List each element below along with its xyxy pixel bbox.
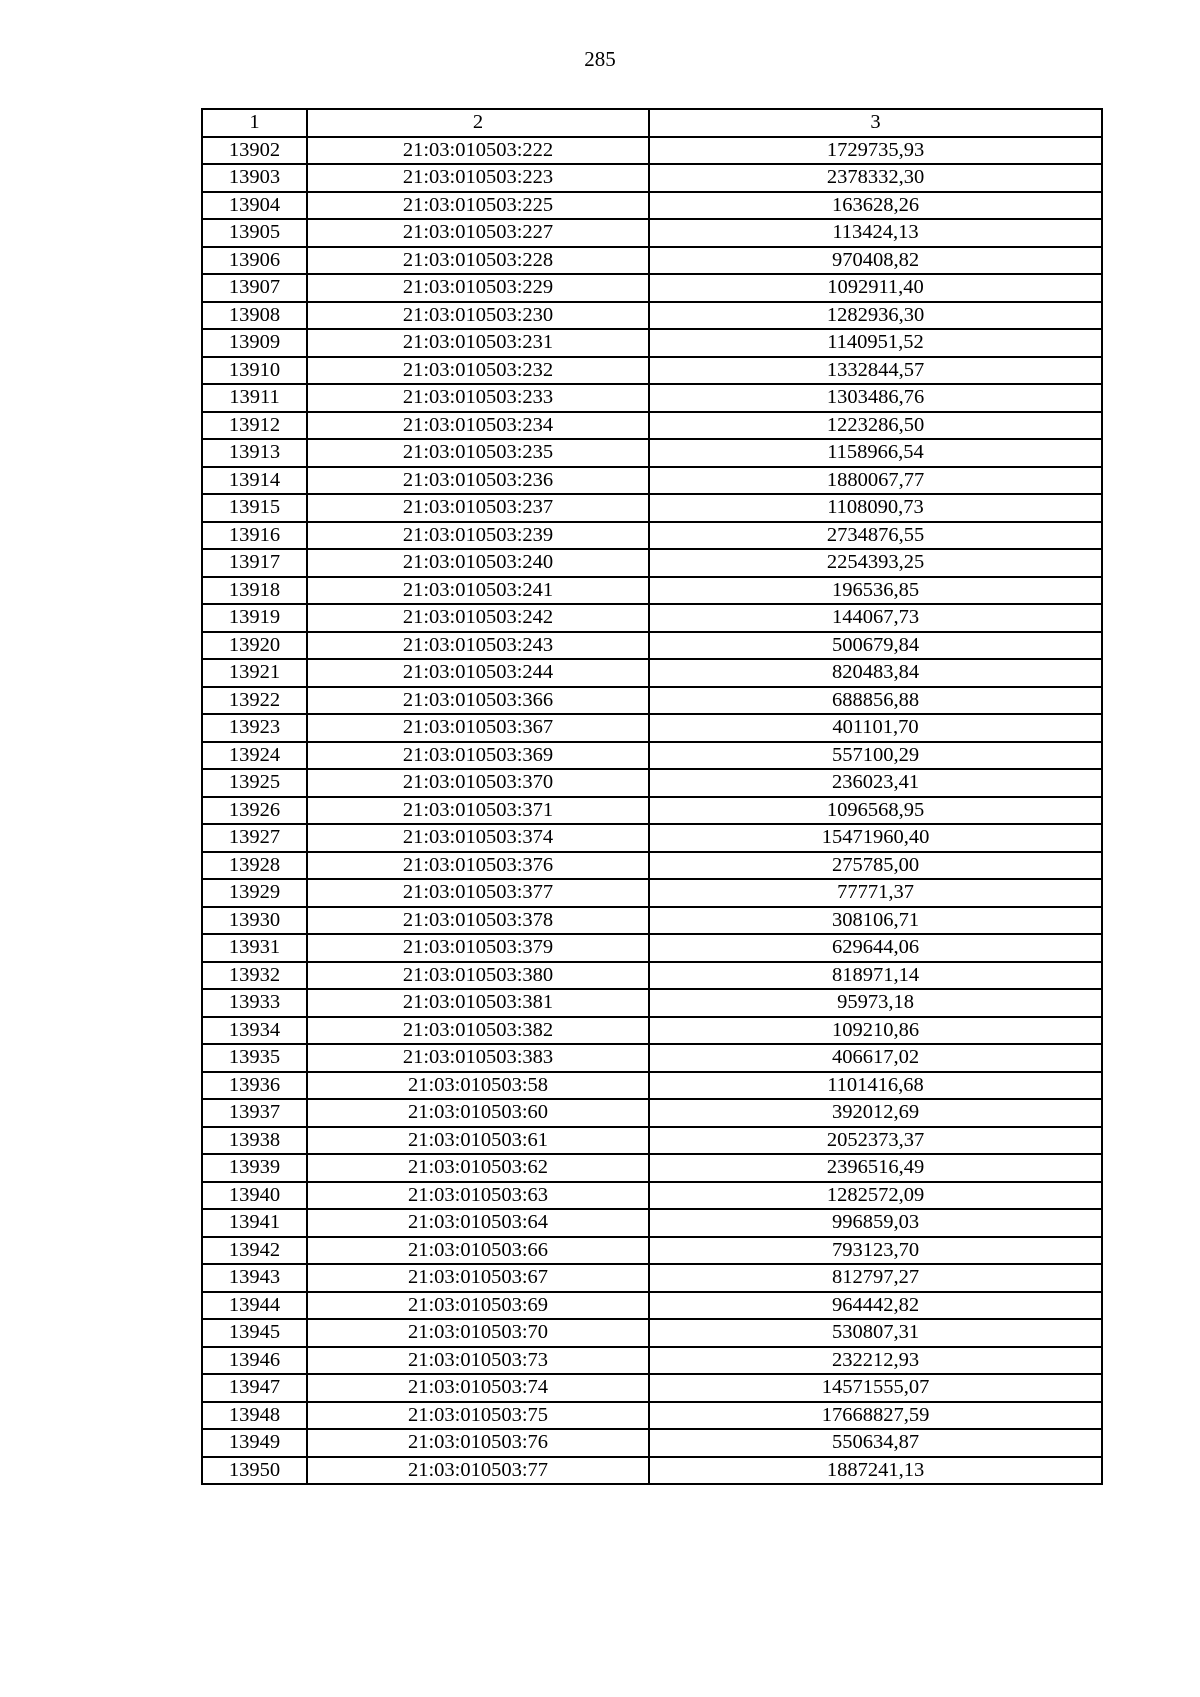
row-number-cell: 13921 [202,659,307,687]
value-cell: 196536,85 [649,577,1102,605]
value-cell: 95973,18 [649,989,1102,1017]
header-cell-1: 1 [202,109,307,137]
table-row [202,1099,1102,1127]
row-number-cell: 13949 [202,1429,307,1457]
value-cell: 2396516,49 [649,1154,1102,1182]
table-row [202,1017,1102,1045]
cadastral-number-cell: 21:03:010503:377 [307,879,649,907]
table-row [202,467,1102,495]
value-cell: 15471960,40 [649,824,1102,852]
table-row [202,934,1102,962]
row-number-cell: 13909 [202,329,307,357]
value-cell: 688856,88 [649,687,1102,715]
cadastral-number-cell: 21:03:010503:64 [307,1209,649,1237]
cadastral-number-cell: 21:03:010503:366 [307,687,649,715]
row-number-cell: 13942 [202,1237,307,1265]
cadastral-number-cell: 21:03:010503:73 [307,1347,649,1375]
value-cell: 1282936,30 [649,302,1102,330]
row-number-cell: 13912 [202,412,307,440]
table-row [202,962,1102,990]
row-number-cell: 13926 [202,797,307,825]
value-cell: 550634,87 [649,1429,1102,1457]
cadastral-number-cell: 21:03:010503:76 [307,1429,649,1457]
table-row [202,1127,1102,1155]
table-row [202,219,1102,247]
value-cell: 392012,69 [649,1099,1102,1127]
row-number-cell: 13905 [202,219,307,247]
row-number-cell: 13925 [202,769,307,797]
value-cell: 1108090,73 [649,494,1102,522]
cadastral-number-cell: 21:03:010503:225 [307,192,649,220]
value-cell: 1887241,13 [649,1457,1102,1485]
row-number-cell: 13920 [202,632,307,660]
table-row [202,164,1102,192]
cadastral-number-cell: 21:03:010503:236 [307,467,649,495]
cadastral-number-cell: 21:03:010503:228 [307,247,649,275]
cadastral-number-cell: 21:03:010503:231 [307,329,649,357]
table-row [202,907,1102,935]
cadastral-number-cell: 21:03:010503:370 [307,769,649,797]
value-cell: 557100,29 [649,742,1102,770]
table-row [202,302,1102,330]
table-row [202,1292,1102,1320]
row-number-cell: 13937 [202,1099,307,1127]
cadastral-number-cell: 21:03:010503:61 [307,1127,649,1155]
header-cell-3: 3 [649,109,1102,137]
cadastral-number-cell: 21:03:010503:374 [307,824,649,852]
value-cell: 109210,86 [649,1017,1102,1045]
table-row [202,797,1102,825]
value-cell: 793123,70 [649,1237,1102,1265]
table-row [202,192,1102,220]
page-number: 285 [584,47,616,71]
row-number-cell: 13914 [202,467,307,495]
value-cell: 236023,41 [649,769,1102,797]
value-cell: 820483,84 [649,659,1102,687]
value-cell: 1092911,40 [649,274,1102,302]
cadastral-number-cell: 21:03:010503:223 [307,164,649,192]
cadastral-number-cell: 21:03:010503:77 [307,1457,649,1485]
row-number-cell: 13908 [202,302,307,330]
cadastral-number-cell: 21:03:010503:235 [307,439,649,467]
table-row [202,329,1102,357]
value-cell: 818971,14 [649,962,1102,990]
table-row [202,604,1102,632]
row-number-cell: 13946 [202,1347,307,1375]
row-number-cell: 13907 [202,274,307,302]
row-number-cell: 13929 [202,879,307,907]
cadastral-number-cell: 21:03:010503:232 [307,357,649,385]
cadastral-number-cell: 21:03:010503:382 [307,1017,649,1045]
cadastral-number-cell: 21:03:010503:239 [307,522,649,550]
value-cell: 144067,73 [649,604,1102,632]
value-cell: 113424,13 [649,219,1102,247]
value-cell: 308106,71 [649,907,1102,935]
row-number-cell: 13922 [202,687,307,715]
row-number-cell: 13915 [202,494,307,522]
table-row [202,1374,1102,1402]
cadastral-number-cell: 21:03:010503:63 [307,1182,649,1210]
value-cell: 964442,82 [649,1292,1102,1320]
table-row [202,852,1102,880]
value-cell: 629644,06 [649,934,1102,962]
cadastral-number-cell: 21:03:010503:243 [307,632,649,660]
row-number-cell: 13919 [202,604,307,632]
value-cell: 1101416,68 [649,1072,1102,1100]
value-cell: 14571555,07 [649,1374,1102,1402]
value-cell: 1158966,54 [649,439,1102,467]
cadastral-number-cell: 21:03:010503:66 [307,1237,649,1265]
table-row [202,1182,1102,1210]
value-cell: 17668827,59 [649,1402,1102,1430]
table-row [202,687,1102,715]
row-number-cell: 13904 [202,192,307,220]
value-cell: 1096568,95 [649,797,1102,825]
row-number-cell: 13941 [202,1209,307,1237]
cadastral-number-cell: 21:03:010503:75 [307,1402,649,1430]
row-number-cell: 13935 [202,1044,307,1072]
table-row [202,879,1102,907]
row-number-cell: 13948 [202,1402,307,1430]
cadastral-number-cell: 21:03:010503:233 [307,384,649,412]
table-row [202,769,1102,797]
table-row [202,659,1102,687]
table-row [202,1264,1102,1292]
table-row [202,137,1102,165]
data-table [201,108,1103,1485]
row-number-cell: 13938 [202,1127,307,1155]
table-row [202,549,1102,577]
row-number-cell: 13913 [202,439,307,467]
row-number-cell: 13916 [202,522,307,550]
table-row [202,247,1102,275]
value-cell: 1140951,52 [649,329,1102,357]
table-row [202,1429,1102,1457]
value-cell: 1880067,77 [649,467,1102,495]
row-number-cell: 13945 [202,1319,307,1347]
cadastral-number-cell: 21:03:010503:234 [307,412,649,440]
value-cell: 1729735,93 [649,137,1102,165]
cadastral-number-cell: 21:03:010503:380 [307,962,649,990]
cadastral-number-cell: 21:03:010503:74 [307,1374,649,1402]
row-number-cell: 13918 [202,577,307,605]
table-row [202,1154,1102,1182]
row-number-cell: 13917 [202,549,307,577]
cadastral-number-cell: 21:03:010503:244 [307,659,649,687]
table-row [202,577,1102,605]
header-row [202,109,1102,137]
value-cell: 232212,93 [649,1347,1102,1375]
table-row [202,357,1102,385]
cadastral-number-cell: 21:03:010503:62 [307,1154,649,1182]
table-row [202,824,1102,852]
value-cell: 996859,03 [649,1209,1102,1237]
row-number-cell: 13947 [202,1374,307,1402]
value-cell: 970408,82 [649,247,1102,275]
row-number-cell: 13933 [202,989,307,1017]
value-cell: 530807,31 [649,1319,1102,1347]
cadastral-number-cell: 21:03:010503:227 [307,219,649,247]
row-number-cell: 13911 [202,384,307,412]
cadastral-number-cell: 21:03:010503:58 [307,1072,649,1100]
header-cell-2: 2 [307,109,649,137]
cadastral-number-cell: 21:03:010503:381 [307,989,649,1017]
table-row [202,1072,1102,1100]
table-row [202,522,1102,550]
table-row [202,1319,1102,1347]
value-cell: 1303486,76 [649,384,1102,412]
row-number-cell: 13931 [202,934,307,962]
cadastral-number-cell: 21:03:010503:371 [307,797,649,825]
value-cell: 163628,26 [649,192,1102,220]
table-row [202,632,1102,660]
cadastral-number-cell: 21:03:010503:379 [307,934,649,962]
row-number-cell: 13928 [202,852,307,880]
row-number-cell: 13936 [202,1072,307,1100]
row-number-cell: 13934 [202,1017,307,1045]
value-cell: 2378332,30 [649,164,1102,192]
value-cell: 2052373,37 [649,1127,1102,1155]
cadastral-number-cell: 21:03:010503:229 [307,274,649,302]
value-cell: 2734876,55 [649,522,1102,550]
row-number-cell: 13924 [202,742,307,770]
row-number-cell: 13910 [202,357,307,385]
row-number-cell: 13923 [202,714,307,742]
table-row [202,714,1102,742]
cadastral-number-cell: 21:03:010503:70 [307,1319,649,1347]
table-row [202,742,1102,770]
table-body [202,137,1102,1485]
value-cell: 812797,27 [649,1264,1102,1292]
value-cell: 77771,37 [649,879,1102,907]
row-number-cell: 13940 [202,1182,307,1210]
table-row [202,384,1102,412]
cadastral-number-cell: 21:03:010503:240 [307,549,649,577]
cadastral-number-cell: 21:03:010503:222 [307,137,649,165]
cadastral-number-cell: 21:03:010503:237 [307,494,649,522]
value-cell: 1332844,57 [649,357,1102,385]
cadastral-number-cell: 21:03:010503:242 [307,604,649,632]
table-row [202,1402,1102,1430]
row-number-cell: 13943 [202,1264,307,1292]
cadastral-number-cell: 21:03:010503:230 [307,302,649,330]
table-row [202,1347,1102,1375]
row-number-cell: 13932 [202,962,307,990]
table-row [202,439,1102,467]
value-cell: 401101,70 [649,714,1102,742]
table-row [202,1457,1102,1485]
cadastral-number-cell: 21:03:010503:369 [307,742,649,770]
cadastral-number-cell: 21:03:010503:241 [307,577,649,605]
cadastral-number-cell: 21:03:010503:67 [307,1264,649,1292]
table-row [202,1209,1102,1237]
cadastral-number-cell: 21:03:010503:378 [307,907,649,935]
cadastral-number-cell: 21:03:010503:69 [307,1292,649,1320]
row-number-cell: 13944 [202,1292,307,1320]
row-number-cell: 13903 [202,164,307,192]
cadastral-number-cell: 21:03:010503:60 [307,1099,649,1127]
table-row [202,274,1102,302]
row-number-cell: 13927 [202,824,307,852]
value-cell: 1223286,50 [649,412,1102,440]
table-header [202,109,1102,137]
value-cell: 406617,02 [649,1044,1102,1072]
cadastral-number-cell: 21:03:010503:367 [307,714,649,742]
table-row [202,989,1102,1017]
value-cell: 1282572,09 [649,1182,1102,1210]
value-cell: 275785,00 [649,852,1102,880]
cadastral-number-cell: 21:03:010503:383 [307,1044,649,1072]
value-cell: 500679,84 [649,632,1102,660]
value-cell: 2254393,25 [649,549,1102,577]
table-row [202,494,1102,522]
cadastral-number-cell: 21:03:010503:376 [307,852,649,880]
table-row [202,1237,1102,1265]
table-row [202,1044,1102,1072]
row-number-cell: 13930 [202,907,307,935]
table-row [202,412,1102,440]
row-number-cell: 13902 [202,137,307,165]
row-number-cell: 13939 [202,1154,307,1182]
row-number-cell: 13950 [202,1457,307,1485]
row-number-cell: 13906 [202,247,307,275]
